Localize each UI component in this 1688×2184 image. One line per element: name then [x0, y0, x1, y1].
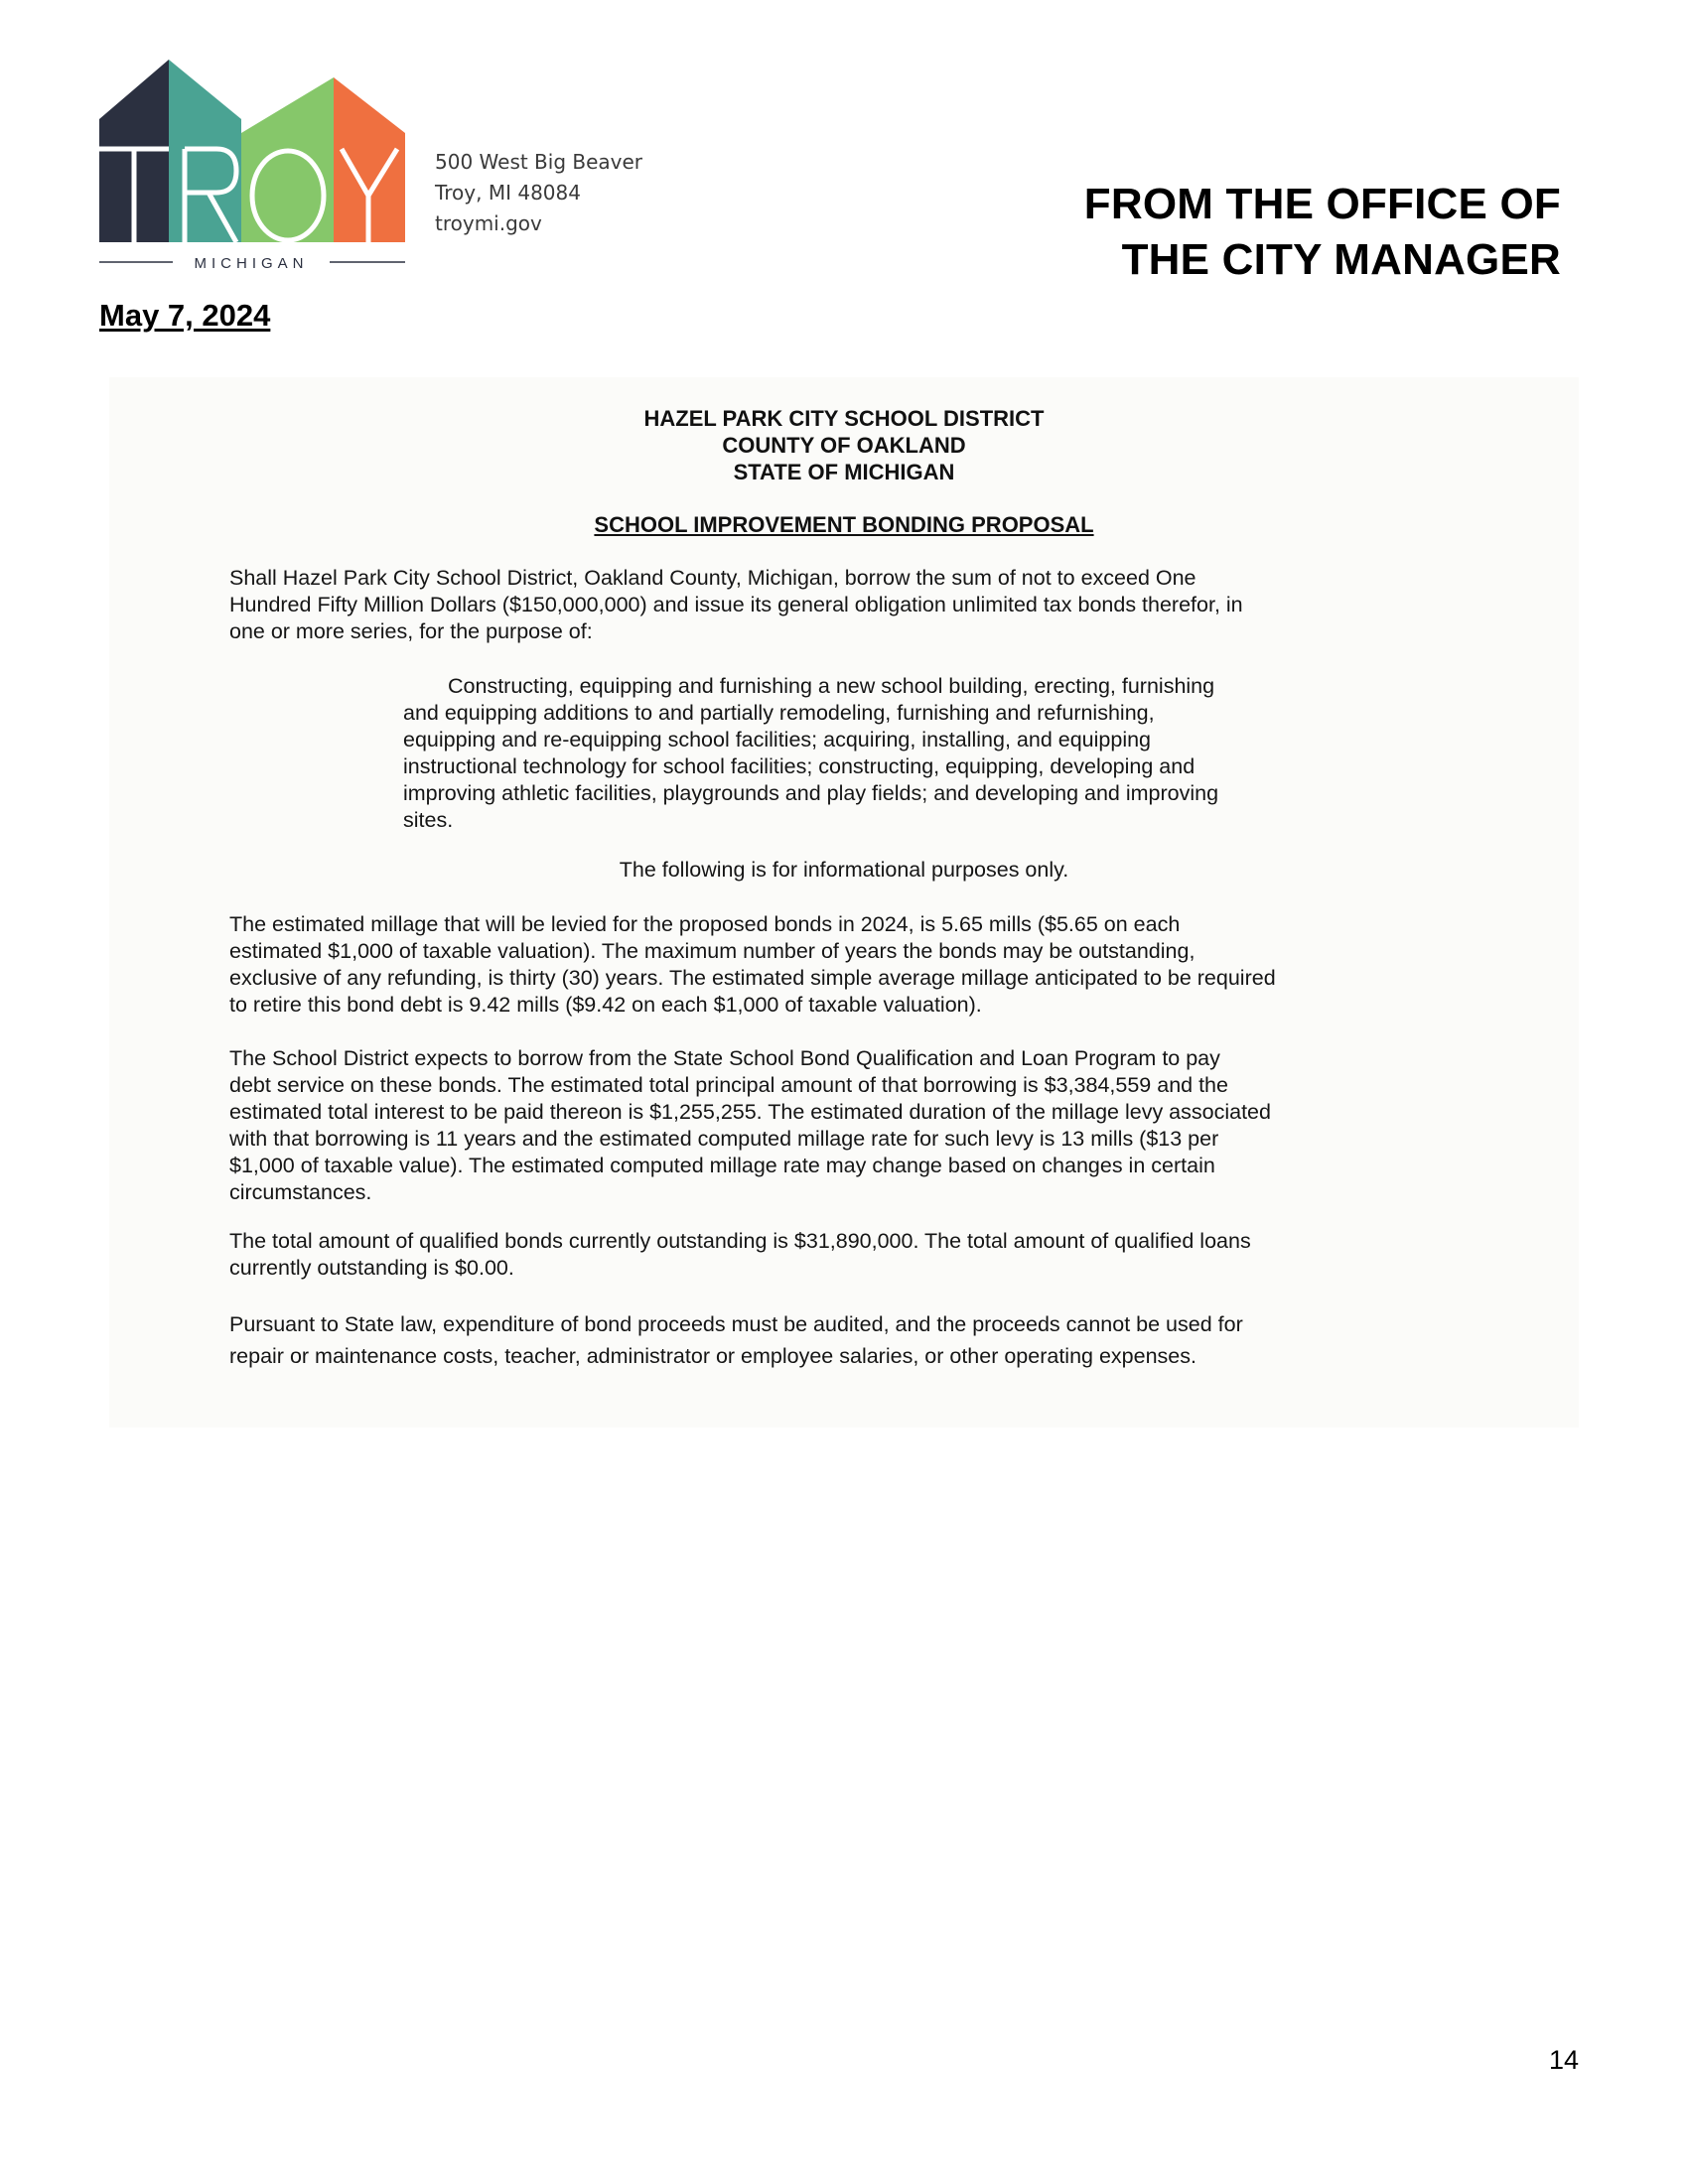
state-name: STATE OF MICHIGAN — [733, 460, 955, 484]
office-title-line-2: THE CITY MANAGER — [1121, 235, 1561, 284]
intro-line: Shall Hazel Park City School District, Oakland County, Michigan, borrow the sum of not to exceed One — [229, 566, 1196, 590]
ballot-header — [109, 405, 1579, 485]
law-line: Pursuant to State law, expenditure of bond proceeds must be audited, and the proceeds cannot be used for — [229, 1312, 1243, 1336]
address-website: troymi.gov — [435, 211, 542, 235]
law-line: repair or maintenance costs, teacher, administrator or employee salaries, or other operating expenses. — [229, 1344, 1196, 1368]
state-law-paragraph — [229, 1308, 1243, 1372]
outstanding-paragraph — [229, 1228, 1251, 1282]
outstanding-line: currently outstanding is $0.00. — [229, 1256, 514, 1280]
purpose-line: improving athletic facilities, playgrounds and play fields; and developing and improving — [403, 781, 1219, 805]
millage-line: exclusive of any refunding, is thirty (30) years. The estimated simple average millage anticipated to be required — [229, 966, 1276, 990]
purpose-line: and equipping additions to and partially remodeling, furnishing and refurnishing, — [403, 701, 1155, 725]
millage-paragraph — [229, 911, 1276, 1019]
millage-line: The estimated millage that will be levied for the proposed bonds in 2024, is 5.65 mills ($5.65 on each — [229, 912, 1181, 936]
office-title-line-1: FROM THE OFFICE OF — [1083, 180, 1561, 228]
address-street: 500 West Big Beaver — [435, 150, 643, 174]
proposal-title: SCHOOL IMPROVEMENT BONDING PROPOSAL — [594, 512, 1094, 537]
loan-line: with that borrowing is 11 years and the estimated computed millage rate for such levy is 13 mills ($13 per — [229, 1127, 1219, 1151]
county-name: COUNTY OF OAKLAND — [722, 433, 966, 458]
address-block — [435, 147, 642, 239]
loan-line: estimated total interest to be paid thereon is $1,255,255. The estimated duration of the millage levy associated — [229, 1100, 1271, 1124]
logo-subtext: MICHIGAN — [194, 255, 309, 272]
intro-paragraph — [229, 565, 1243, 645]
purpose-line: sites. — [403, 808, 454, 832]
outstanding-line: The total amount of qualified bonds currently outstanding is $31,890,000. The total amount of qualified loans — [229, 1229, 1251, 1253]
office-title — [1084, 177, 1561, 288]
purpose-line: instructional technology for school facilities; constructing, equipping, developing and — [403, 754, 1196, 778]
purpose-paragraph — [403, 673, 1218, 834]
purpose-line: Constructing, equipping and furnishing a new school building, erecting, furnishing — [448, 674, 1215, 698]
millage-line: to retire this bond debt is 9.42 mills ($9.42 on each $1,000 of taxable valuation). — [229, 993, 982, 1017]
page-number: 14 — [1549, 2045, 1580, 2075]
loan-line: circumstances. — [229, 1180, 372, 1204]
intro-line: Hundred Fifty Million Dollars ($150,000,000) and issue its general obligation unlimited tax bonds therefor, in — [229, 593, 1243, 616]
loan-line: $1,000 of taxable value). The estimated computed millage rate may change based on changes in certain — [229, 1154, 1215, 1177]
loan-line: The School District expects to borrow from the State School Bond Qualification and Loan Program to pay — [229, 1046, 1220, 1070]
address-city: Troy, MI 48084 — [435, 181, 581, 205]
troy-logo — [97, 58, 407, 272]
informational-note: The following is for informational purposes only. — [619, 858, 1069, 882]
loan-line: debt service on these bonds. The estimated total principal amount of that borrowing is $3,384,559 and the — [229, 1073, 1228, 1097]
intro-line: one or more series, for the purpose of: — [229, 619, 593, 643]
millage-line: estimated $1,000 of taxable valuation). The maximum number of years the bonds may be outstanding, — [229, 939, 1196, 963]
document-date: May 7, 2024 — [99, 298, 271, 333]
purpose-line: equipping and re-equipping school facilities; acquiring, installing, and equipping — [403, 728, 1152, 751]
loan-program-paragraph — [229, 1045, 1271, 1206]
district-name: HAZEL PARK CITY SCHOOL DISTRICT — [643, 406, 1045, 431]
